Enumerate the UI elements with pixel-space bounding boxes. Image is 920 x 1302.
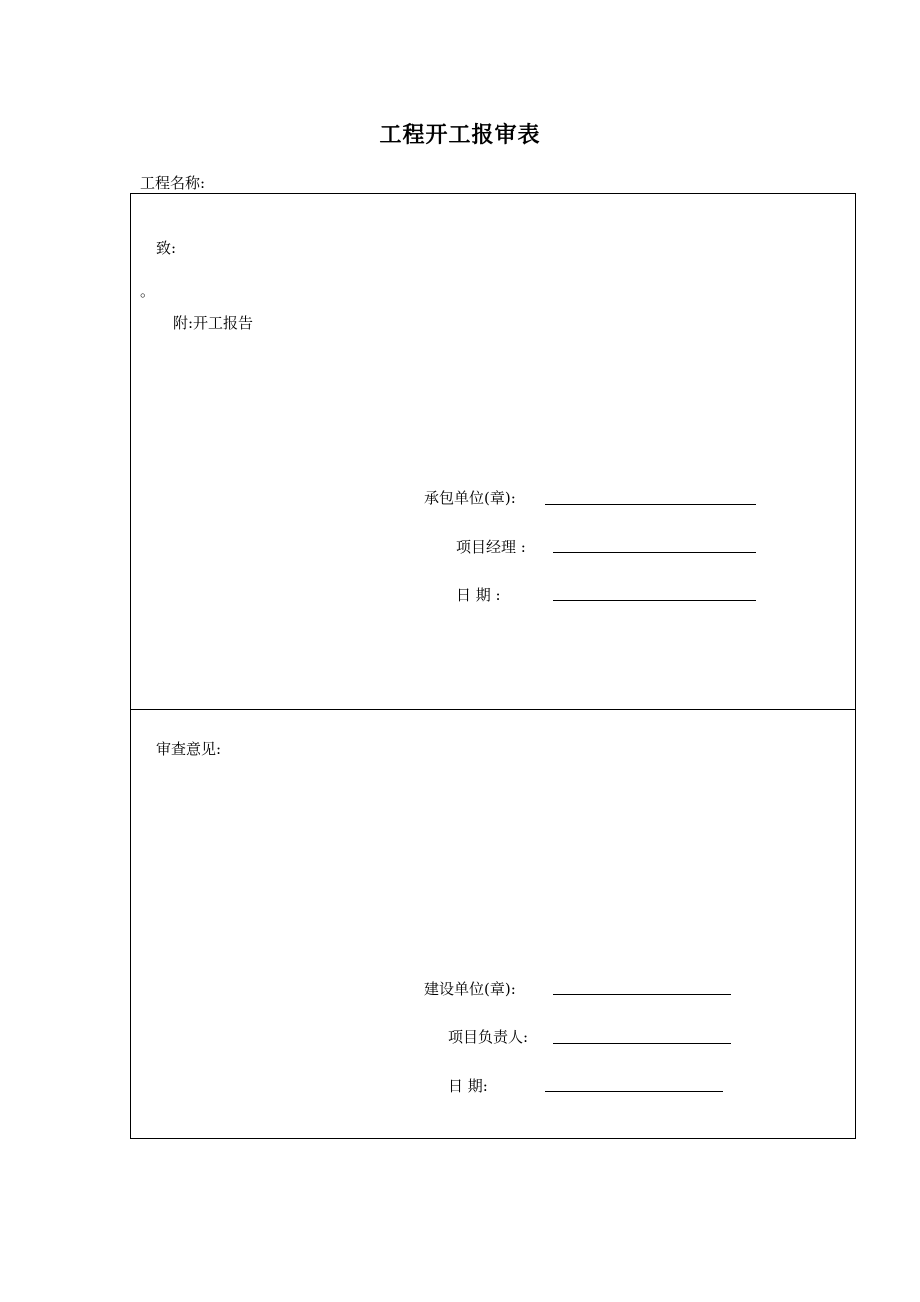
to-label: 致:: [156, 239, 177, 257]
upper-date-line[interactable]: [553, 600, 756, 601]
form-frame: [130, 193, 856, 1139]
review-opinion-label: 审查意见:: [156, 740, 222, 758]
lower-date-label: 日 期:: [448, 1077, 488, 1095]
contractor-unit-signature-line[interactable]: [545, 504, 756, 505]
lower-date-line[interactable]: [545, 1091, 723, 1092]
project-manager-label: 项目经理 :: [456, 538, 526, 556]
construction-unit-signature-line[interactable]: [553, 994, 731, 995]
person-in-charge-label: 项目负责人:: [448, 1028, 529, 1046]
attachment-label: 附:开工报告: [173, 314, 254, 332]
contractor-unit-label: 承包单位(章):: [424, 489, 516, 507]
project-manager-signature-line[interactable]: [553, 552, 756, 553]
section-divider: [131, 709, 855, 710]
project-name-label: 工程名称:: [140, 174, 206, 192]
form-title: 工程开工报审表: [379, 123, 541, 148]
upper-date-label: 日 期 :: [456, 586, 501, 604]
period-mark: 。: [140, 282, 156, 300]
person-in-charge-signature-line[interactable]: [553, 1043, 731, 1044]
construction-unit-label: 建设单位(章):: [424, 980, 516, 998]
